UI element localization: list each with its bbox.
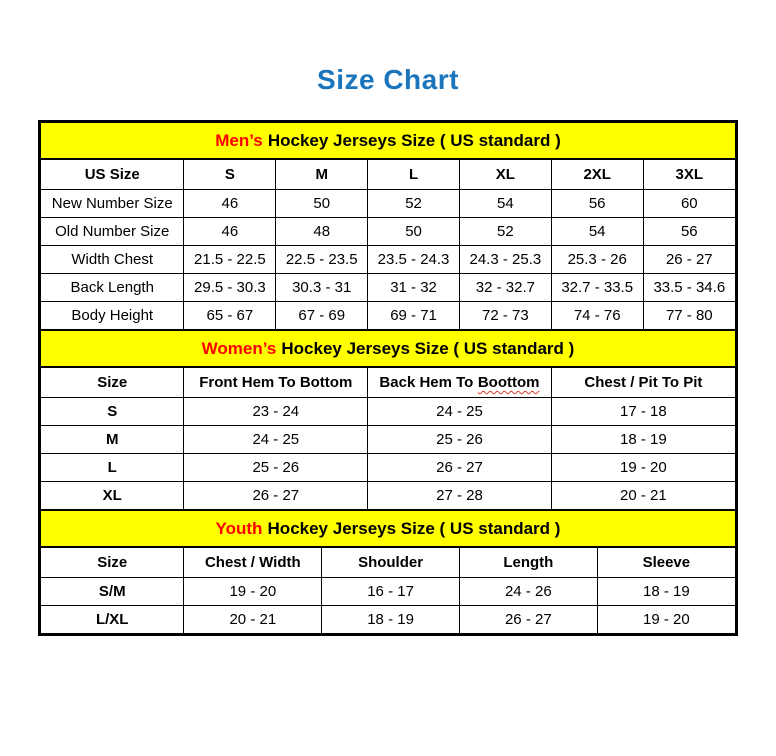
cell: 18 - 19 [322, 606, 460, 634]
cell: 26 - 27 [643, 246, 735, 274]
table-row [41, 482, 735, 510]
row-label: Width Chest [41, 246, 184, 274]
cell: 69 - 71 [368, 302, 460, 330]
cell: 24 - 25 [368, 398, 552, 426]
cell: 46 [184, 218, 276, 246]
row-label: Body Height [41, 302, 184, 330]
youth-column-header: Sleeve [597, 548, 735, 578]
cell: 52 [459, 218, 551, 246]
cell: 72 - 73 [459, 302, 551, 330]
men-column-header: XL [459, 160, 551, 190]
cell: 25 - 26 [368, 426, 552, 454]
table-row [41, 302, 735, 330]
men-column-header: S [184, 160, 276, 190]
table-row [41, 398, 735, 426]
cell: 23.5 - 24.3 [368, 246, 460, 274]
table-row [41, 426, 735, 454]
cell: 17 - 18 [551, 398, 735, 426]
men-column-header: US Size [41, 160, 184, 190]
youth-section-title-rest: Hockey Jerseys Size ( US standard ) [267, 519, 561, 538]
cell: 32.7 - 33.5 [551, 274, 643, 302]
men-section-title-highlight: Men’s [215, 131, 263, 150]
size-chart [38, 120, 738, 636]
cell: 23 - 24 [184, 398, 368, 426]
cell: 46 [184, 190, 276, 218]
youth-column-header: Chest / Width [184, 548, 322, 578]
women-column-header: Chest / Pit To Pit [551, 368, 735, 398]
women-column-header-misspelled [368, 368, 552, 398]
women-column-header: Size [41, 368, 184, 398]
cell: 24 - 26 [459, 578, 597, 606]
cell: 54 [459, 190, 551, 218]
cell: 16 - 17 [322, 578, 460, 606]
youth-column-header: Shoulder [322, 548, 460, 578]
cell: 60 [643, 190, 735, 218]
cell: 25.3 - 26 [551, 246, 643, 274]
cell: 18 - 19 [551, 426, 735, 454]
cell: 54 [551, 218, 643, 246]
table-row [41, 274, 735, 302]
cell: 33.5 - 34.6 [643, 274, 735, 302]
cell: 32 - 32.7 [459, 274, 551, 302]
cell: 19 - 20 [597, 606, 735, 634]
cell: 18 - 19 [597, 578, 735, 606]
cell: 26 - 27 [184, 482, 368, 510]
women-section-header [41, 329, 735, 368]
misspelled-column-prefix: Back Hem To [379, 374, 474, 391]
men-section-header [41, 123, 735, 160]
cell: 30.3 - 31 [276, 274, 368, 302]
cell: 26 - 27 [459, 606, 597, 634]
cell: 24 - 25 [184, 426, 368, 454]
row-label: New Number Size [41, 190, 184, 218]
cell: 52 [368, 190, 460, 218]
cell: 22.5 - 23.5 [276, 246, 368, 274]
women-section-title-highlight: Women’s [201, 339, 277, 358]
cell: 31 - 32 [368, 274, 460, 302]
youth-column-header: Size [41, 548, 184, 578]
table-row [41, 578, 735, 606]
men-column-header: M [276, 160, 368, 190]
misspelled-word-spellcheck-underline: Boottom [477, 374, 540, 391]
men-column-header-row [41, 160, 735, 190]
cell: 67 - 69 [276, 302, 368, 330]
cell: 65 - 67 [184, 302, 276, 330]
men-column-header: 3XL [643, 160, 735, 190]
row-label: Back Length [41, 274, 184, 302]
cell: 24.3 - 25.3 [459, 246, 551, 274]
cell: 19 - 20 [551, 454, 735, 482]
table-row [41, 454, 735, 482]
cell: 27 - 28 [368, 482, 552, 510]
page-title: Size Chart [317, 64, 459, 95]
row-label: S [41, 398, 184, 426]
youth-section-title-highlight: Youth [215, 519, 263, 538]
cell: 74 - 76 [551, 302, 643, 330]
cell: 20 - 21 [184, 606, 322, 634]
women-column-header-row [41, 368, 735, 398]
cell: 26 - 27 [368, 454, 552, 482]
cell: 19 - 20 [184, 578, 322, 606]
cell: 56 [551, 190, 643, 218]
youth-column-header: Length [459, 548, 597, 578]
table-row [41, 246, 735, 274]
youth-size-table [41, 548, 735, 633]
men-column-header: L [368, 160, 460, 190]
women-size-table [41, 368, 735, 509]
women-section-title-rest: Hockey Jerseys Size ( US standard ) [281, 339, 575, 358]
cell: 25 - 26 [184, 454, 368, 482]
cell: 77 - 80 [643, 302, 735, 330]
cell: 56 [643, 218, 735, 246]
table-row [41, 218, 735, 246]
row-label: S/M [41, 578, 184, 606]
row-label: L/XL [41, 606, 184, 634]
cell: 50 [368, 218, 460, 246]
men-column-header: 2XL [551, 160, 643, 190]
row-label: XL [41, 482, 184, 510]
row-label: Old Number Size [41, 218, 184, 246]
table-row [41, 606, 735, 634]
men-size-table [41, 160, 735, 329]
youth-column-header-row [41, 548, 735, 578]
cell: 21.5 - 22.5 [184, 246, 276, 274]
men-section-title-rest: Hockey Jerseys Size ( US standard ) [267, 131, 561, 150]
cell: 50 [276, 190, 368, 218]
row-label: L [41, 454, 184, 482]
youth-section-header [41, 509, 735, 548]
row-label: M [41, 426, 184, 454]
women-column-header: Front Hem To Bottom [184, 368, 368, 398]
cell: 20 - 21 [551, 482, 735, 510]
cell: 48 [276, 218, 368, 246]
table-row [41, 190, 735, 218]
cell: 29.5 - 30.3 [184, 274, 276, 302]
